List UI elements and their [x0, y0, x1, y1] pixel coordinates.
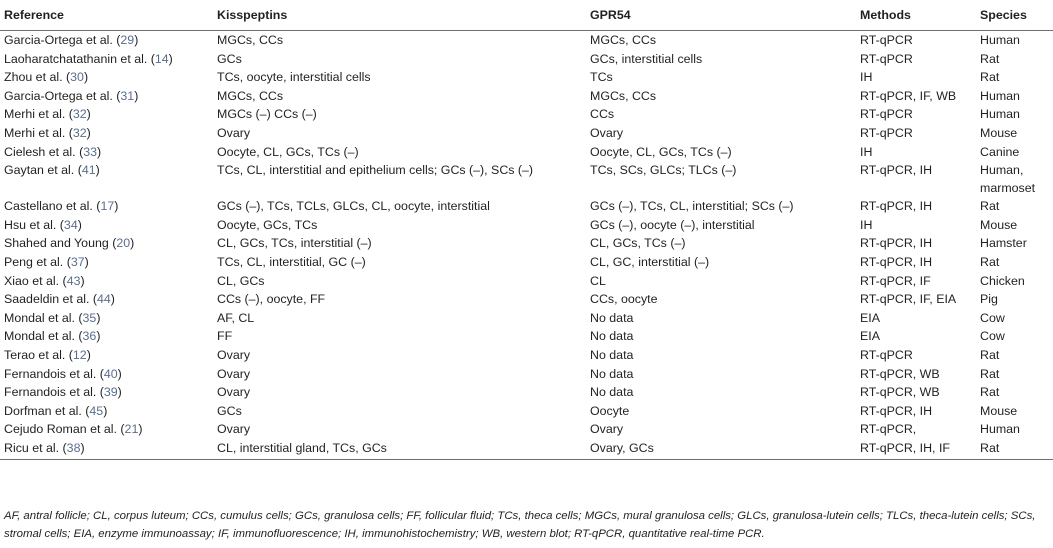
- table-row: [0, 161, 1053, 197]
- cell-methods: RT-qPCR, IF: [860, 273, 931, 288]
- cell-gpr54: CL: [590, 273, 606, 288]
- table-row: [0, 402, 1053, 421]
- reference-author: Terao et al.: [4, 347, 66, 362]
- reference-author: Cejudo Roman et al.: [4, 422, 117, 437]
- reference-author: Hsu et al.: [4, 217, 57, 232]
- table-row: [0, 253, 1053, 272]
- cell-reference: Cejudo Roman et al. (21): [4, 422, 143, 437]
- cell-reference: Xiao et al. (43): [4, 273, 85, 288]
- cell-methods: RT-qPCR: [860, 347, 913, 362]
- reference-author: Peng et al.: [4, 254, 64, 269]
- cell-kisspeptins: CCs (–), oocyte, FF: [217, 292, 326, 307]
- table-row: [0, 365, 1053, 384]
- cell-species: Human: [980, 88, 1020, 103]
- table-row: [0, 216, 1053, 235]
- cell-species: Canine: [980, 144, 1020, 159]
- header-kisspeptins: Kisspeptins: [213, 0, 586, 31]
- reference-author: Mondal et al.: [4, 310, 75, 325]
- table-row: [0, 50, 1053, 69]
- cell-gpr54: MGCs, CCs: [590, 33, 657, 47]
- cell-gpr54: No data: [590, 347, 634, 362]
- cell-kisspeptins: MGCs (–) CCs (–): [217, 107, 317, 122]
- table-row: [0, 309, 1053, 328]
- citation-number[interactable]: 44: [97, 292, 111, 307]
- reference-author: Dorfman et al.: [4, 403, 82, 418]
- cell-species: Rat: [980, 254, 1000, 269]
- reference-author: Saadeldin et al.: [4, 292, 90, 307]
- reference-author: Merhi et al.: [4, 107, 66, 122]
- reference-author: Mondal et al.: [4, 329, 75, 344]
- cell-kisspeptins: Ovary: [217, 125, 251, 140]
- cell-kisspeptins: CL, interstitial gland, TCs, GCs: [213, 439, 586, 460]
- reference-author: Shahed and Young: [4, 236, 109, 251]
- cell-gpr54: CCs, oocyte: [590, 292, 658, 307]
- cell-species: Pig: [980, 292, 998, 307]
- reference-author: Garcia-Ortega et al.: [4, 88, 113, 103]
- table-row: [0, 272, 1053, 291]
- citation-number[interactable]: 30: [70, 70, 84, 85]
- cell-kisspeptins: Ovary: [217, 347, 251, 362]
- cell-reference: Merhi et al. (32): [4, 107, 91, 122]
- cell-gpr54: No data: [590, 385, 634, 400]
- cell-species: Mouse: [980, 125, 1018, 140]
- table-row: [0, 346, 1053, 365]
- cell-gpr54: No data: [590, 310, 634, 325]
- cell-gpr54: GCs, interstitial cells: [590, 51, 703, 66]
- cell-species: Cow: [980, 310, 1005, 325]
- cell-methods: RT-qPCR: [860, 107, 913, 122]
- cell-kisspeptins: Oocyte, CL, GCs, TCs (–): [217, 144, 359, 159]
- citation-number[interactable]: 43: [66, 273, 81, 288]
- citation-number[interactable]: 37: [70, 254, 85, 269]
- cell-gpr54: Ovary: [590, 422, 624, 437]
- cell-kisspeptins: FF: [217, 329, 233, 344]
- cell-gpr54: GCs (–), oocyte (–), interstitial: [590, 217, 755, 232]
- citation-number[interactable]: 12: [72, 347, 87, 362]
- reference-author: Gaytan et al.: [4, 163, 75, 178]
- cell-methods: RT-qPCR, IH: [860, 199, 933, 214]
- cell-gpr54: No data: [590, 366, 634, 381]
- cell-methods: RT-qPCR: [860, 33, 913, 47]
- cell-methods: RT-qPCR, WB: [860, 366, 940, 381]
- cell-species: Human: [980, 422, 1020, 437]
- reference-author: Castellano et al.: [4, 199, 93, 214]
- table-row: [0, 124, 1053, 143]
- cell-species: Chicken: [980, 273, 1025, 288]
- citation-number[interactable]: 45: [89, 403, 104, 418]
- cell-gpr54: Ovary: [590, 125, 624, 140]
- reference-author: Zhou et al.: [4, 70, 63, 85]
- cell-kisspeptins: GCs: [217, 51, 242, 66]
- cell-methods: RT-qPCR, IF, EIA: [860, 292, 957, 307]
- citation-number[interactable]: 32: [72, 107, 87, 122]
- cell-kisspeptins: TCs, oocyte, interstitial cells: [217, 70, 371, 85]
- cell-methods: IH: [860, 144, 873, 159]
- citation-number[interactable]: 20: [116, 236, 131, 251]
- table-row: [0, 234, 1053, 253]
- citation-number[interactable]: 39: [103, 385, 118, 400]
- reference-author: Garcia-Ortega et al.: [4, 33, 113, 47]
- citation-number[interactable]: 38: [66, 440, 81, 455]
- header-species: Species: [976, 0, 1053, 31]
- cell-methods: EIA: [860, 310, 880, 325]
- cell-kisspeptins: Ovary: [217, 422, 251, 437]
- table-row: [0, 143, 1053, 162]
- citation-number[interactable]: 31: [120, 88, 135, 103]
- cell-species: Human: [980, 33, 1020, 47]
- cell-methods: IH: [860, 70, 873, 85]
- cell-gpr54: No data: [590, 329, 634, 344]
- reference-author: Xiao et al.: [4, 273, 60, 288]
- cell-kisspeptins: CL, GCs: [217, 273, 265, 288]
- cell-methods: RT-qPCR, IH: [860, 403, 933, 418]
- cell-gpr54: Oocyte: [590, 403, 630, 418]
- cell-species: Mouse: [980, 403, 1018, 418]
- cell-species: Mouse: [980, 217, 1018, 232]
- cell-species: Rat: [980, 385, 1000, 400]
- cell-methods: IH: [860, 217, 873, 232]
- citation-number[interactable]: 41: [81, 163, 96, 178]
- table-row: [0, 87, 1053, 106]
- cell-kisspeptins: GCs: [217, 403, 242, 418]
- cell-gpr54: TCs, SCs, GLCs; TLCs (–): [590, 163, 737, 178]
- cell-species: Rat: [980, 199, 1000, 214]
- cell-kisspeptins: GCs (–), TCs, TCLs, GLCs, CL, oocyte, interstitial: [217, 199, 490, 214]
- cell-gpr54: Oocyte, CL, GCs, TCs (–): [590, 144, 732, 159]
- cell-methods: RT-qPCR, IF, WB: [860, 88, 957, 103]
- cell-kisspeptins: TCs, CL, interstitial, GC (–): [217, 254, 366, 269]
- cell-methods: EIA: [860, 329, 880, 344]
- table-header-row: [0, 0, 1053, 31]
- cell-species: Rat: [980, 70, 1000, 85]
- cell-species: Rat: [980, 347, 1000, 362]
- cell-species: Human, marmoset: [980, 163, 1036, 196]
- cell-reference: Mondal et al. (36): [4, 329, 101, 344]
- cell-reference: Gaytan et al. (41): [4, 163, 100, 178]
- header-gpr54: GPR54: [586, 0, 856, 31]
- citation-number[interactable]: 32: [72, 125, 87, 140]
- table-row: [0, 420, 1053, 439]
- citation-number[interactable]: 36: [82, 329, 97, 344]
- reference-author: Ricu et al.: [4, 440, 60, 455]
- header-methods: Methods: [856, 0, 976, 31]
- cell-kisspeptins: CL, GCs, TCs, interstitial (–): [217, 236, 372, 251]
- table-row: [0, 68, 1053, 87]
- cell-gpr54: TCs: [590, 70, 613, 85]
- table-row: [0, 31, 1053, 50]
- table-row: [0, 197, 1053, 216]
- table-row: [0, 327, 1053, 346]
- table-footnote: AF, antral follicle; CL, corpus luteum; CCs, cumulus cells; GCs, granulosa cells; FF, follicular fluid; TCs, theca cells; MGCs, mural granulosa cells; GLCs, granulosa-lutein cells; TLCs, theca-lutein cells; SCs, stromal cells; EIA, enzyme immunoassay; IF, immunofluorescence; IH, immunohistochemistry; WB, western blot; RT-qPCR, quantitative real-time PCR.: [4, 510, 1036, 540]
- cell-reference: Mondal et al. (35): [4, 310, 101, 325]
- cell-methods: RT-qPCR, IH: [860, 163, 933, 178]
- reference-author: Fernandois et al.: [4, 366, 97, 381]
- cell-methods: RT-qPCR, IH: [860, 254, 933, 269]
- cell-kisspeptins: Ovary: [217, 366, 251, 381]
- cell-gpr54: CCs: [590, 107, 615, 122]
- cell-reference: Laoharatchatathanin et al. (14): [4, 51, 173, 66]
- cell-methods: RT-qPCR, WB: [860, 385, 940, 400]
- cell-kisspeptins: AF, CL: [217, 310, 255, 325]
- cell-species: Hamster: [980, 236, 1027, 251]
- cell-species: Rat: [976, 439, 1053, 460]
- cell-reference: Zhou et al. (30): [4, 70, 89, 85]
- reference-author: Laoharatchatathanin et al.: [4, 51, 148, 66]
- cell-kisspeptins: MGCs, CCs: [217, 88, 284, 103]
- table-row: [0, 383, 1053, 402]
- reference-author: Merhi et al.: [4, 125, 66, 140]
- cell-reference: Garcia-Ortega et al. (31): [4, 88, 139, 103]
- table-body: [0, 31, 1053, 460]
- cell-kisspeptins: Oocyte, GCs, TCs: [217, 217, 318, 232]
- cell-kisspeptins: Ovary: [217, 385, 251, 400]
- table-row: [0, 439, 1053, 460]
- citation-number[interactable]: 17: [100, 199, 115, 214]
- cell-reference: Garcia-Ortega et al. (29): [4, 33, 139, 47]
- cell-gpr54: Ovary, GCs: [586, 439, 856, 460]
- cell-methods: RT-qPCR: [860, 125, 913, 140]
- reference-author: Fernandois et al.: [4, 385, 97, 400]
- cell-reference: Castellano et al. (17): [4, 199, 119, 214]
- header-reference: Reference: [0, 0, 213, 31]
- cell-gpr54: GCs (–), TCs, CL, interstitial; SCs (–): [590, 199, 794, 214]
- cell-gpr54: CL, GCs, TCs (–): [590, 236, 686, 251]
- cell-kisspeptins: MGCs, CCs: [217, 33, 284, 47]
- cell-methods: RT-qPCR,: [860, 422, 917, 437]
- cell-reference: Cielesh et al. (33): [4, 144, 102, 159]
- table-row: [0, 290, 1053, 309]
- cell-reference: Peng et al. (37): [4, 254, 89, 269]
- cell-reference: Fernandois et al. (39): [4, 385, 122, 400]
- cell-methods: RT-qPCR: [860, 51, 913, 66]
- reference-author: Cielesh et al.: [4, 144, 76, 159]
- cell-reference: Fernandois et al. (40): [4, 366, 122, 381]
- citation-number[interactable]: 21: [124, 422, 139, 437]
- citation-number[interactable]: 40: [103, 366, 118, 381]
- cell-reference: Dorfman et al. (45): [4, 403, 108, 418]
- cell-reference: Terao et al. (12): [4, 347, 91, 362]
- cell-methods: RT-qPCR, IH, IF: [856, 439, 976, 460]
- cell-reference: Merhi et al. (32): [4, 125, 91, 140]
- cell-reference: Shahed and Young (20): [4, 236, 135, 251]
- table-row: [0, 105, 1053, 124]
- citation-number[interactable]: 35: [82, 310, 97, 325]
- cell-reference: Hsu et al. (34): [4, 217, 82, 232]
- cell-kisspeptins: TCs, CL, interstitial and epithelium cells; GCs (–), SCs (–): [217, 163, 534, 178]
- cell-species: Human: [980, 107, 1020, 122]
- cell-species: Rat: [980, 366, 1000, 381]
- citation-number[interactable]: 34: [63, 217, 78, 232]
- cell-gpr54: MGCs, CCs: [590, 88, 657, 103]
- cell-reference: Ricu et al. (38): [0, 439, 213, 460]
- citation-number[interactable]: 33: [83, 144, 98, 159]
- cell-species: Rat: [980, 51, 1000, 66]
- citation-number[interactable]: 14: [154, 51, 169, 66]
- cell-gpr54: CL, GC, interstitial (–): [590, 254, 710, 269]
- cell-species: Cow: [980, 329, 1005, 344]
- cell-methods: RT-qPCR, IH: [860, 236, 933, 251]
- citation-number[interactable]: 29: [120, 33, 135, 47]
- cell-reference: Saadeldin et al. (44): [4, 292, 115, 307]
